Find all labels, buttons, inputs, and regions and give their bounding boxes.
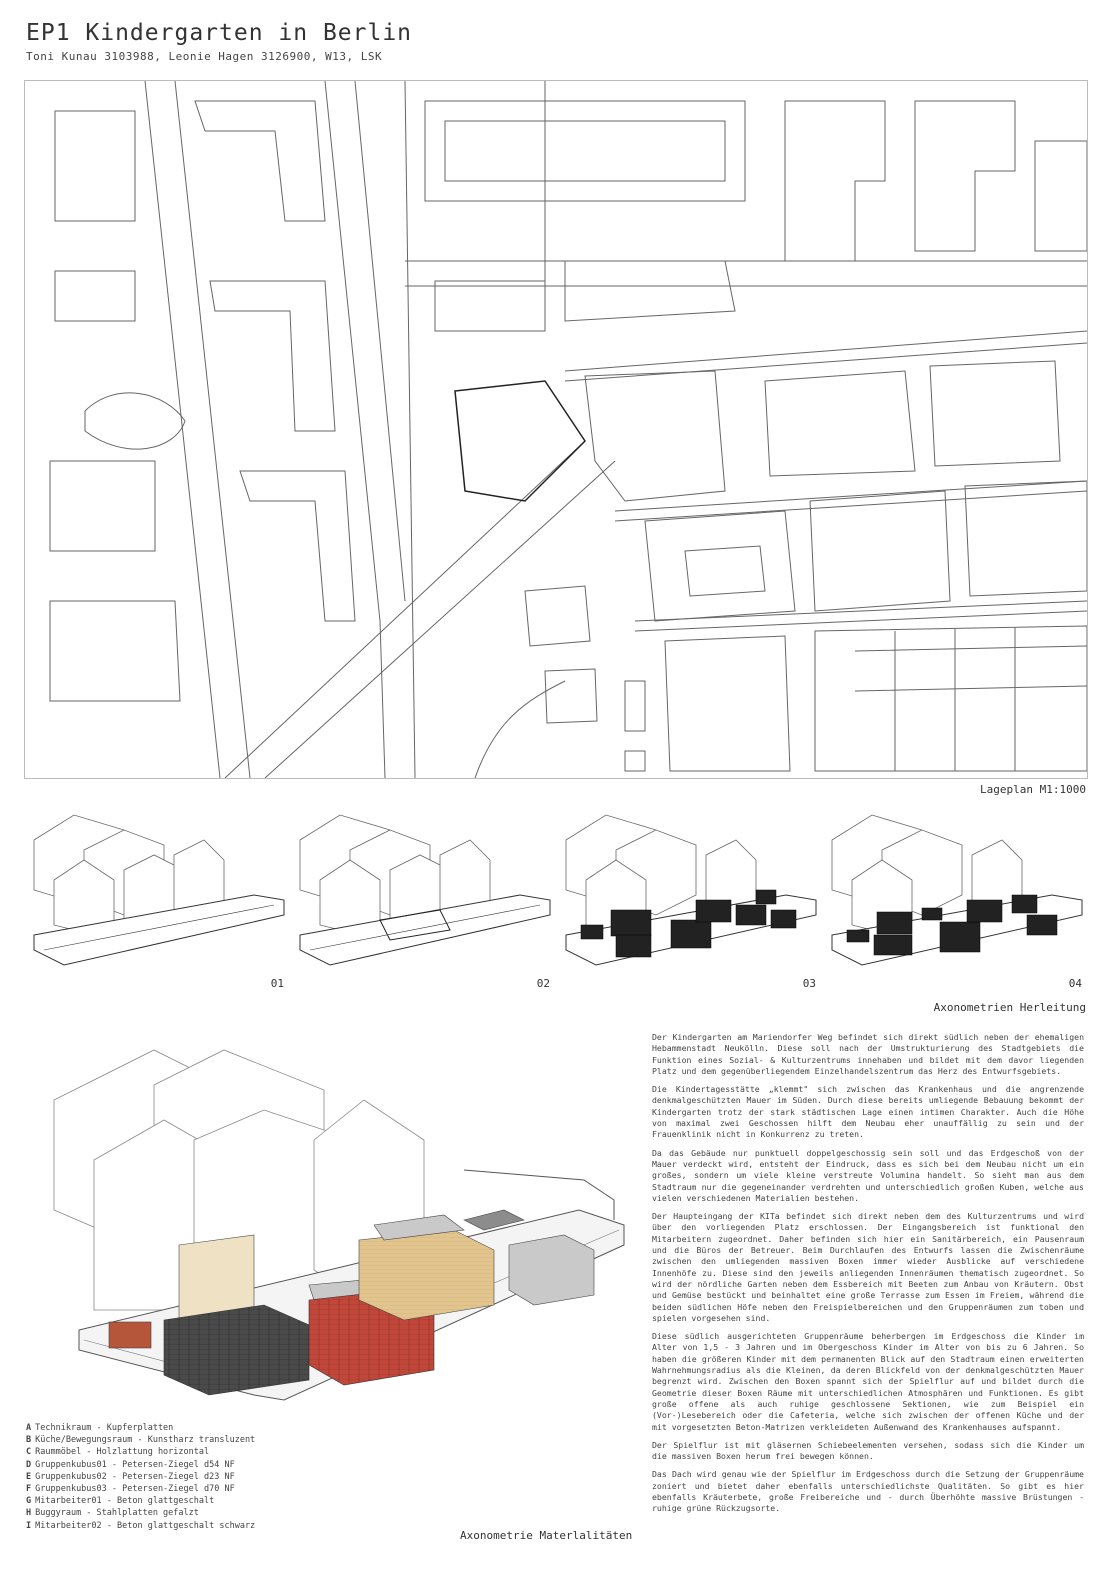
legend-item: B Küche/Bewegungsraum - Kunstharz transluzent xyxy=(26,1435,256,1446)
description-paragraph: Die Kindertagesstätte „klemmt" sich zwischen das Krankenhaus und die angrenzende denkmalgeschützten Mauer im Süden. Durch diese bereits umliegende Bebauung bekommt der Kindergarten trotz der stark städtischen Lage einen intimen Charakter. Auch die Höhe von maximal zwei Geschossen hilft dem Neubau eher unauffällig zu sein und der Frauenklinik nicht in Konkurrenz zu treten. xyxy=(652,1084,1084,1140)
siteplan-caption: Lageplan M1:1000 xyxy=(980,783,1086,796)
material-axonometry xyxy=(24,1030,644,1425)
step-label-01: 01 xyxy=(270,977,284,990)
legend-item: E Gruppenkubus02 - Petersen-Ziegel d23 NF xyxy=(26,1471,235,1482)
description-paragraph: Der Haupteingang der KITa befindet sich direkt neben dem des Kulturzentrums und wird über den vorliegenden Platz erschlossen. Der Eingangsbereich ist funktional den Mitarbeitern zugeordnet. Daher befinden sich hier ein Sanitärbereich, ein Pausenraum und die Büros der Betreuer. Beim Durchlaufen des Entwurfs lassen die Zwischenräume zwischen den umliegenden massiven Boxen immer wieder Ausblicke auf verschiedene Innenhöfe zu. Diese sind den jeweils anliegenden Innenräumen thematisch zugeordnet. So wird der nördliche Garten neben dem Essbereich mit Beeten zum Anbau von Kräutern. Obst und Gemüse bestückt und beinhaltet eine große Terrasse zum Essen im Freiem, während die beiden südlichen Höfe neben den Freispielbereichen und den Gruppenräumen zum toben und spielen vorgesehen sind. xyxy=(652,1211,1084,1323)
legend-item: C Raummöbel - Holzlattung horizontal xyxy=(26,1447,210,1458)
site-plan xyxy=(24,80,1088,779)
legend-item: G Mitarbeiter01 - Beton glattgeschalt xyxy=(26,1496,215,1507)
materials-legend xyxy=(26,1422,255,1532)
legend-item: I Mitarbeiter02 - Beton glattgeschalt schwarz xyxy=(26,1520,256,1531)
page-subtitle: Toni Kunau 3103988, Leonie Hagen 3126900, W13, LSK xyxy=(26,50,383,63)
legend-item: H Buggyraum - Stahlplatten gefalzt xyxy=(26,1508,199,1519)
legend-item: F Gruppenkubus03 - Petersen-Ziegel d70 NF xyxy=(26,1484,235,1495)
description-paragraph: Der Spielflur ist mit gläsernen Schiebeelementen versehen, sodass sich die Kinder um die massiven Boxen herum frei bewegen können. xyxy=(652,1439,1084,1462)
description-text xyxy=(652,1032,1084,1522)
step-label-02: 02 xyxy=(536,977,550,990)
description-paragraph: Diese südlich ausgerichteten Gruppenräume beherbergen im Erdgeschoss die Kinder im Alter von 1,5 - 3 Jahren und im Obergeschoss Kinder im Alter von bis zu 6 Jahren. So haben die größeren Kinder mit dem permanenten Blick auf den Stadtraum einen erweiterten Wahrnehmungsradius als die Kleinen, da deren Blickfeld von der denkmalgeschützten Mauer begrenzt wird. Zwischen den Boxen spannt sich der Spielflur auf und bildet durch die Geometrie dieser Boxen Räume mit unterschiedlichen Atmosphären und Funktionen. Es gibt große offene als auch ruhige geschlossene Sektionen, wie zum Beispiel ein (Vor-)Lesebereich oder die Cafeteria, welche sich zwischen der offenen Küche und der mit vorgesetzten Beton-Matrizen verkleideten Außenwand des Krankenhauses aufspannt. xyxy=(652,1331,1084,1432)
axonometry-caption: Axonometrien Herleitung xyxy=(933,1001,1086,1014)
page-title: EP1 Kindergarten in Berlin xyxy=(26,20,413,46)
step-label-04: 04 xyxy=(1068,977,1082,990)
description-paragraph: Der Kindergarten am Mariendorfer Weg befindet sich direkt südlich neben der ehemaligen Hebammenstadt Neukölln. Diese soll nach der Umstrukturierung des Stadtgebiets die Funktion eines Sozial- & Kulturzentrums innehaben und bildet mit dem davor liegenden Platz und dem gegenüberliegendem Einzelhandelszentrum das Herz des Entwurfsgebiets. xyxy=(652,1032,1084,1076)
legend-item: A Technikraum - Kupferplatten xyxy=(26,1423,174,1433)
description-paragraph: Das Dach wird genau wie der Spielflur im Erdgeschoss durch die Setzung der Gruppenräume zoniert und bietet daher ebenfalls unterschiedlichste Qualitäten. So gibt es hier ebenfalls Kräuterbete, große Freibereiche und - durch Überhöhte massive Brüstungen - ruhige grüne Rückzugsorte. xyxy=(652,1469,1084,1514)
legend-item: D Gruppenkubus01 - Petersen-Ziegel d54 NF xyxy=(26,1459,235,1470)
step-label-03: 03 xyxy=(802,977,816,990)
materials-caption: Axonometrie Materlalitäten xyxy=(460,1529,633,1542)
description-paragraph: Da das Gebäude nur punktuell doppelgeschossig sein soll und das Erdgeschoß von der Mauer verdeckt wird, entsteht der Eindruck, dass es sich bei dem Neubau nicht um ein großes, sondern um viele kleine verstreute Volumina handelt. So sieht man aus dem Stadtraum nur die gegeneinander verdrehten und unterschiedlich großen Kuben, welche aus vielen verschiedenen Materialien bestehen. xyxy=(652,1147,1084,1203)
